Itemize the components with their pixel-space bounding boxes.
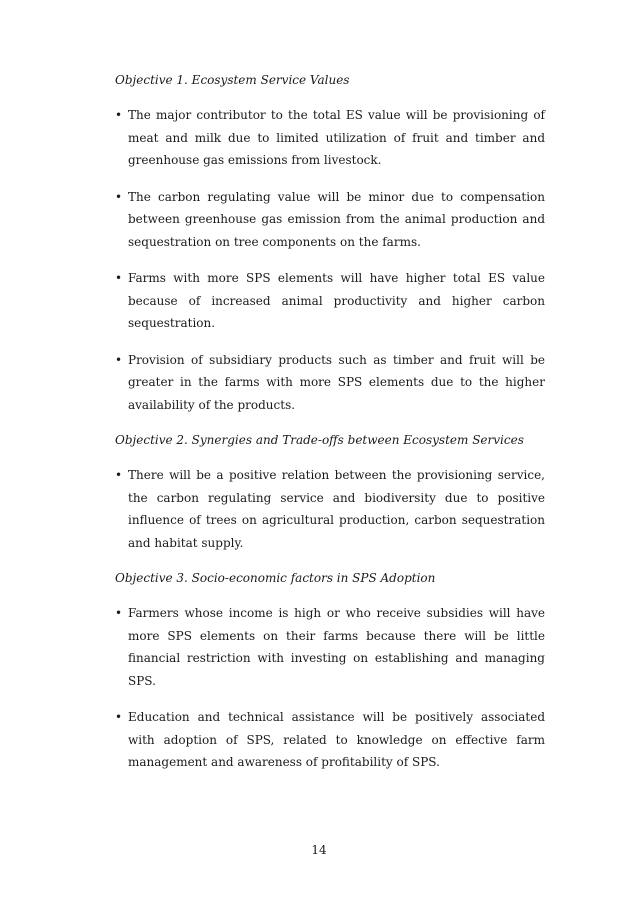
objective-2-heading: Objective 2. Synergies and Trade-offs between Ecosystem Services: [115, 433, 524, 447]
objective-3-heading: Objective 3. Socio-economic factors in SPS Adoption: [115, 571, 436, 585]
objective-1-section: [115, 70, 545, 416]
page-number: 14: [311, 843, 327, 857]
objective-3-list: [115, 602, 545, 774]
objective-2-section: [115, 430, 545, 554]
page-content: [115, 70, 545, 788]
list-item: • The major contributor to the total ES value will be provisioning of meat and milk due to limited utilization of fruit and timber and greenhouse gas emissions from livestock.: [115, 104, 545, 172]
objective-2-list: [115, 464, 545, 554]
objective-3-section: [115, 568, 545, 774]
objective-1-list: [115, 104, 545, 416]
list-item: • The carbon regulating value will be minor due to compensation between greenhouse gas emission from the animal production and sequestration on tree components on the farms.: [115, 186, 545, 254]
list-item: • Provision of subsidiary products such as timber and fruit will be greater in the farms with more SPS elements due to the higher availability of the products.: [115, 349, 545, 417]
list-item: • There will be a positive relation between the provisioning service, the carbon regulating service and biodiversity due to positive influence of trees on agricultural production, carbon sequestration and habitat supply.: [115, 464, 545, 554]
list-item: • Farmers whose income is high or who receive subsidies will have more SPS elements on their farms because there will be little financial restriction with investing on establishing and managing SPS.: [115, 602, 545, 692]
list-item: • Education and technical assistance will be positively associated with adoption of SPS, related to knowledge on effective farm management and awareness of profitability of SPS.: [115, 706, 545, 774]
list-item: • Farms with more SPS elements will have higher total ES value because of increased animal productivity and higher carbon sequestration.: [115, 267, 545, 335]
objective-1-heading: Objective 1. Ecosystem Service Values: [115, 73, 350, 87]
